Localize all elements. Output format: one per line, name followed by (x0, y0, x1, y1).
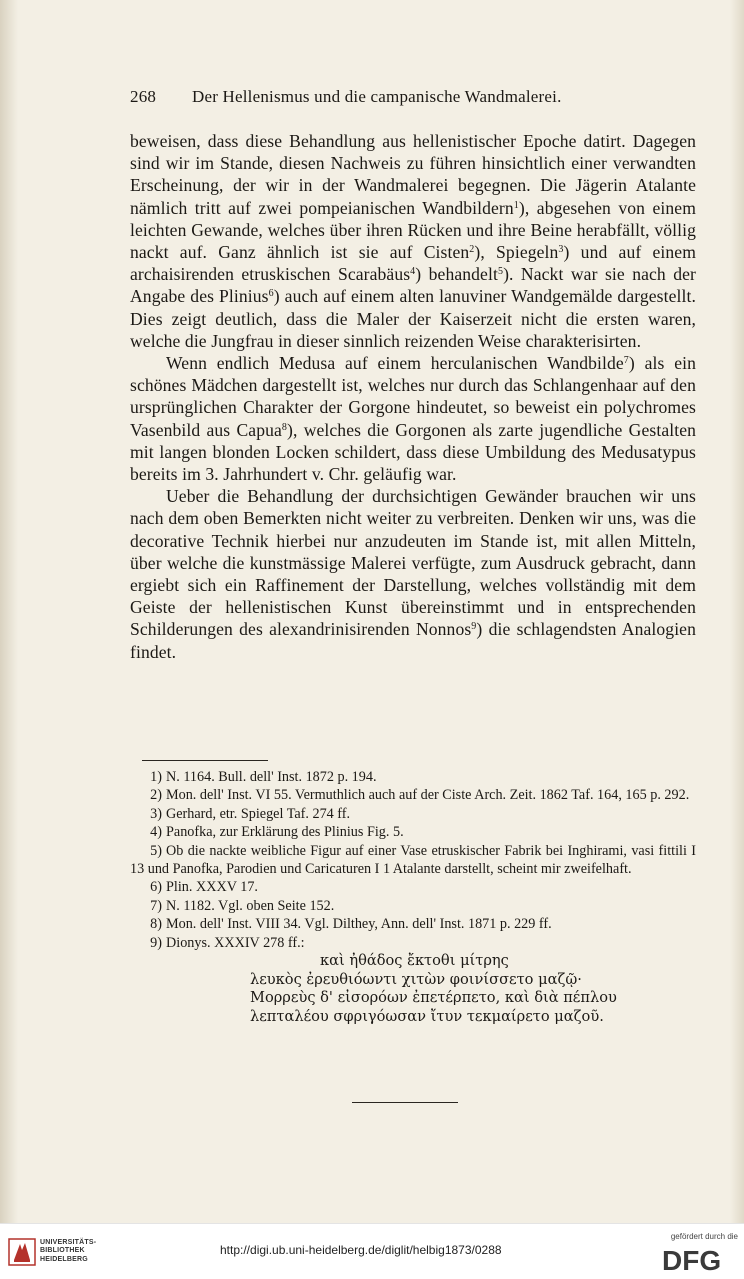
viewer-footer (0, 1223, 744, 1279)
greek-quote-line-1: καὶ ἠθάδος ἔκτοθι μίτρης (320, 952, 509, 970)
text-run: ) auch auf einem alten lanuviner Wandgemälde dargestellt. Dies zeigt deutlich, dass die Maler der Kaiserzeit nicht die ersten waren, welche die Jungfrau in dieser sinnlich reizenden Weise charakterisirten. (130, 286, 696, 351)
text-run: ). Nackt war sie nach der Angabe des Plinius (130, 264, 696, 307)
text-run: Ueber die Behandlung der durchsichtigen Gewänder brauchen wir uns nach dem oben Bemerkten nicht weiter zu verbreiten. Denken wir uns, was die decorative Technik hierbei nur anzudeuten im Stande ist, mit allen Mitteln, über welche die kunstmässige Malerei verfügte, zum Ausdruck gebracht, dann ergiebt sich ein Raffinement der Darstellung, welches vollständig mit dem Geiste der hellenistischen Kunst übereinstimmt und in entsprechenden Schilderungen des alexandrinisirenden Nonnos (130, 486, 696, 640)
dfg-logo-text: DFG (662, 1245, 722, 1274)
greek-quote-line-2: λευκὸς ἐρευθιόωντι χιτὼν φοινίσσετο μαζῷ· (250, 970, 582, 988)
text-run: Wenn endlich Medusa auf einem herculanischen Wandbilde (166, 353, 624, 374)
footnote-3: 3) Gerhard, etr. Spiegel Taf. 274 ff. (150, 805, 351, 822)
footnote-marker[interactable]: 1 (513, 199, 519, 211)
footnote-9: 9) Dionys. XXXIV 278 ff.: (150, 934, 305, 951)
running-title: Der Hellenismus und die campanische Wandmalerei. (192, 87, 562, 106)
footnote-7: 7) N. 1182. Vgl. oben Seite 152. (150, 897, 335, 914)
running-header (130, 86, 650, 108)
page-edge-right (730, 0, 744, 1223)
text-run: ), Spiegeln (474, 242, 559, 263)
footnote-8: 8) Mon. dell' Inst. VIII 34. Vgl. Dilthey, Ann. dell' Inst. 1871 p. 229 ff. (150, 916, 552, 933)
footnote-5: 5) Ob die nackte weibliche Figur auf einer Vase etruskischer Fabrik bei Inghirami, vasi fittili I 13 und Panofka, Parodien und Caricaturen I 1 Atalante darstellt, scheint mir zweifelhaft. (130, 842, 696, 878)
text-run: beweisen, dass diese Behandlung aus hellenistischer Epoche datirt. Dagegen sind wir im Stande, diesen Nachweis zu führen hinsichtlich einer verwandten Erscheinung, der wir in der Wandmalerei begegnen. Die Jägerin Atalante nämlich tritt auf zwei pompeianischen Wandbildern (130, 131, 696, 218)
text-run: ), welches die Gorgonen als zarte jugendliche Gestalten mit langen blonden Locken schildert, dass diese Umbildung des Medusatypus bereits im 3. Jahrhundert v. Chr. geläufig war. (130, 419, 697, 485)
text-run: ) und auf einem archaisirenden etruskischen Scarabäus (130, 242, 696, 285)
footnote-marker[interactable]: 4 (410, 266, 416, 278)
permalink-url[interactable]: http://digi.ub.uni-heidelberg.de/diglit/helbig1873/0288 (220, 1243, 502, 1257)
university-library-name: UNIVERSITÄTS- BIBLIOTHEK HEIDELBERG (40, 1239, 97, 1263)
footnotes (130, 768, 696, 1026)
text-run: ) behandelt (415, 264, 498, 285)
footnote-marker[interactable]: 3 (558, 244, 564, 256)
greek-quote-line-3: Μορρεὺς δ' εἰσορόων ἐπετέρπετο, καὶ διὰ πέπλου (250, 989, 617, 1007)
footnote-marker[interactable]: 5 (497, 266, 504, 278)
footnote-marker[interactable]: 2 (469, 244, 475, 256)
footnote-marker[interactable]: 9 (471, 621, 477, 633)
footnote-marker[interactable]: 8 (281, 421, 288, 433)
footnote-separator (142, 760, 268, 761)
footnote-marker[interactable]: 6 (268, 288, 274, 300)
main-text (130, 130, 696, 663)
text-run: ), abgesehen von einem leichten Gewande, welches über ihren Rücken und ihre Beine herabfällt, völlig nackt auf. Ganz ähnlich ist sie auf Cisten (130, 197, 696, 263)
sponsor-caption: gefördert durch die (670, 1232, 738, 1241)
footnote-marker[interactable]: 7 (623, 355, 629, 367)
page-edge-left (0, 0, 18, 1223)
end-rule (352, 1102, 458, 1103)
paragraph-3 (130, 485, 696, 663)
page-number: 268 (130, 87, 157, 106)
footnote-1: 1) N. 1164. Bull. dell' Inst. 1872 p. 194. (150, 769, 377, 785)
greek-quote-line-4: λεπταλέου σφριγόωσαν ἴτυν τεκμαίρετο μαζοῦ. (250, 1007, 604, 1025)
text-run: ) als ein schönes Mädchen dargestellt ist, welches nur durch das Schlangenhaar auf den ursprünglichen Charakter der Gorgone hindeutet, so beweist ein polychromes Vasenbild aus Capua (130, 353, 696, 440)
dfg-logo-icon[interactable] (662, 1244, 738, 1274)
paragraph-1 (130, 130, 696, 352)
footnote-4: 4) Panofka, zur Erklärung des Plinius Fig. 5. (150, 824, 404, 841)
footnote-6: 6) Plin. XXXV 17. (150, 879, 258, 896)
university-library-logo-icon[interactable] (8, 1238, 36, 1266)
text-run: ) die schlagendsten Analogien findet. (130, 619, 696, 662)
footnote-2: 2) Mon. dell' Inst. VI 55. Vermuthlich auch auf der Ciste Arch. Zeit. 1862 Taf. 164, 165 p. 292. (150, 787, 690, 804)
paragraph-2 (130, 352, 696, 485)
